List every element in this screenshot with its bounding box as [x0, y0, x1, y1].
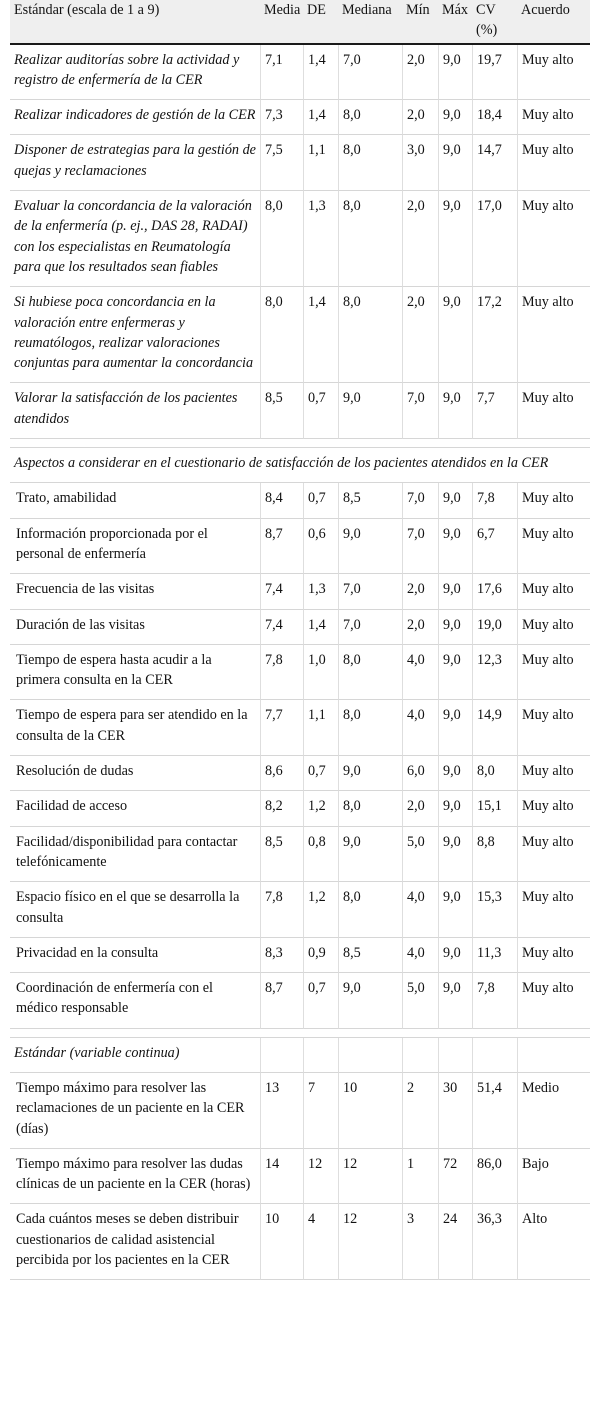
- cell-de: 0,9: [303, 938, 338, 973]
- cell-media: 7,4: [260, 574, 303, 609]
- cell-media: 8,3: [260, 938, 303, 973]
- cell-mediana: 8,0: [338, 191, 402, 287]
- cell-acuerdo: Muy alto: [517, 938, 590, 973]
- cell-cv: 19,0: [472, 610, 517, 645]
- row-label: Evaluar la concordancia de la valoración de la enfermería (p. ej., DAS 28, RADAI) con los especialistas en Reumatología para que los resultados sean fiables: [10, 191, 260, 287]
- cell-cv: 7,8: [472, 973, 517, 1029]
- row-label: Frecuencia de las visitas: [10, 574, 260, 609]
- cell-de: 0,7: [303, 383, 338, 439]
- row-label: Duración de las visitas: [10, 610, 260, 645]
- cell-de: 1,4: [303, 100, 338, 135]
- cell-acuerdo: Muy alto: [517, 827, 590, 883]
- cell-cv: 15,1: [472, 791, 517, 826]
- table-row: [10, 519, 590, 575]
- cell-media: 8,7: [260, 973, 303, 1029]
- header-cell: DE: [303, 0, 338, 45]
- cell-mediana: 8,0: [338, 100, 402, 135]
- cell-cv: 7,8: [472, 483, 517, 518]
- cell-max: 9,0: [438, 574, 472, 609]
- table-row: [10, 191, 590, 287]
- cell-media: 8,6: [260, 756, 303, 791]
- cell-min: 6,0: [402, 756, 438, 791]
- row-label: Si hubiese poca concordancia en la valoración entre enfermeras y reumatólogos, realizar valoraciones conjuntas para aumentar la concordancia: [10, 287, 260, 383]
- table-row: [10, 45, 590, 101]
- cell-de: 0,7: [303, 483, 338, 518]
- cell-acuerdo: Muy alto: [517, 574, 590, 609]
- cell-mediana: 9,0: [338, 827, 402, 883]
- cell-mediana: 9,0: [338, 756, 402, 791]
- cell-mediana: 12: [338, 1149, 402, 1205]
- cell-media: 7,4: [260, 610, 303, 645]
- table-row: [10, 574, 590, 609]
- cell-acuerdo: Muy alto: [517, 882, 590, 938]
- row-label: Realizar auditorías sobre la actividad y registro de enfermería de la CER: [10, 45, 260, 101]
- cell-mediana: 9,0: [338, 383, 402, 439]
- cell-cv: 12,3: [472, 645, 517, 701]
- cell-media: 7,3: [260, 100, 303, 135]
- table-header-row: [10, 0, 590, 45]
- row-label: Tiempo de espera hasta acudir a la primera consulta en la CER: [10, 645, 260, 701]
- cell-media: 8,2: [260, 791, 303, 826]
- cell-de: 1,4: [303, 610, 338, 645]
- cell-media: 8,7: [260, 519, 303, 575]
- header-cell: Máx: [438, 0, 472, 45]
- cell-cv: 8,0: [472, 756, 517, 791]
- cell-max: 9,0: [438, 973, 472, 1029]
- cell-cv: 19,7: [472, 45, 517, 101]
- cell-media: 7,8: [260, 882, 303, 938]
- table-row: [10, 483, 590, 518]
- cell-media: 7,5: [260, 135, 303, 191]
- cell-min: 4,0: [402, 645, 438, 701]
- cell-min: 1: [402, 1149, 438, 1205]
- cell-acuerdo: Muy alto: [517, 645, 590, 701]
- cell-cv: 17,2: [472, 287, 517, 383]
- row-label: Facilidad/disponibilidad para contactar telefónicamente: [10, 827, 260, 883]
- cell-max: 9,0: [438, 383, 472, 439]
- table-row: [10, 882, 590, 938]
- cell-cv: 18,4: [472, 100, 517, 135]
- cell-de: 1,3: [303, 574, 338, 609]
- spacer-row: [10, 1029, 590, 1038]
- cell-cv: 14,7: [472, 135, 517, 191]
- cell-acuerdo: Muy alto: [517, 135, 590, 191]
- cell-acuerdo: Muy alto: [517, 756, 590, 791]
- table-row: [10, 700, 590, 756]
- cell-mediana: 8,5: [338, 938, 402, 973]
- cell-mediana: 8,5: [338, 483, 402, 518]
- cell-media: 10: [260, 1204, 303, 1280]
- table-row: [10, 756, 590, 791]
- cell-cv: 17,6: [472, 574, 517, 609]
- cell-min: 4,0: [402, 882, 438, 938]
- cell-media: 8,4: [260, 483, 303, 518]
- cell-min: 7,0: [402, 483, 438, 518]
- cell-cv: 6,7: [472, 519, 517, 575]
- cell-mediana: 9,0: [338, 973, 402, 1029]
- cell-min: 2,0: [402, 191, 438, 287]
- cell-media: 8,5: [260, 383, 303, 439]
- cell-acuerdo: Muy alto: [517, 610, 590, 645]
- cell-de: 0,6: [303, 519, 338, 575]
- section-title: Aspectos a considerar en el cuestionario de satisfacción de los pacientes atendidos en la CER: [10, 448, 590, 483]
- cell-de: 0,7: [303, 756, 338, 791]
- cell-mediana: 7,0: [338, 610, 402, 645]
- section-header-continuous: [10, 1038, 590, 1073]
- cell-mediana: 8,0: [338, 700, 402, 756]
- cell-acuerdo: Muy alto: [517, 791, 590, 826]
- cell-media: 14: [260, 1149, 303, 1205]
- table-row: [10, 1073, 590, 1149]
- cell-de: 12: [303, 1149, 338, 1205]
- cell-acuerdo: Medio: [517, 1073, 590, 1149]
- row-label: Privacidad en la consulta: [10, 938, 260, 973]
- cell-min: 4,0: [402, 938, 438, 973]
- row-label: Disponer de estrategias para la gestión de quejas y reclamaciones: [10, 135, 260, 191]
- table-row: [10, 1204, 590, 1280]
- cell-min: 2,0: [402, 574, 438, 609]
- cell-mediana: 10: [338, 1073, 402, 1149]
- table-row: [10, 383, 590, 439]
- cell-media: 7,7: [260, 700, 303, 756]
- cell-acuerdo: Muy alto: [517, 973, 590, 1029]
- table-row: [10, 1149, 590, 1205]
- cell-acuerdo: Alto: [517, 1204, 590, 1280]
- cell-max: 9,0: [438, 938, 472, 973]
- cell-max: 9,0: [438, 610, 472, 645]
- cell-max: 24: [438, 1204, 472, 1280]
- cell-de: 1,4: [303, 287, 338, 383]
- cell-min: 2,0: [402, 100, 438, 135]
- cell-min: 2: [402, 1073, 438, 1149]
- cell-mediana: 8,0: [338, 882, 402, 938]
- cell-media: 7,8: [260, 645, 303, 701]
- cell-max: 9,0: [438, 882, 472, 938]
- cell-cv: 51,4: [472, 1073, 517, 1149]
- cell-de: 1,3: [303, 191, 338, 287]
- row-label: Tiempo máximo para resolver las dudas clínicas de un paciente en la CER (horas): [10, 1149, 260, 1205]
- cell-min: 2,0: [402, 45, 438, 101]
- row-label: Tiempo de espera para ser atendido en la consulta de la CER: [10, 700, 260, 756]
- cell-acuerdo: Muy alto: [517, 100, 590, 135]
- header-cell: Media: [260, 0, 303, 45]
- cell-max: 9,0: [438, 483, 472, 518]
- cell-cv: 8,8: [472, 827, 517, 883]
- cell-mediana: 8,0: [338, 135, 402, 191]
- cell-max: 72: [438, 1149, 472, 1205]
- cell-acuerdo: Muy alto: [517, 519, 590, 575]
- cell-cv: 7,7: [472, 383, 517, 439]
- cell-mediana: 7,0: [338, 45, 402, 101]
- cell-mediana: 8,0: [338, 287, 402, 383]
- table-row: [10, 973, 590, 1029]
- cell-acuerdo: Muy alto: [517, 383, 590, 439]
- cell-de: 7: [303, 1073, 338, 1149]
- cell-cv: 14,9: [472, 700, 517, 756]
- cell-de: 1,1: [303, 700, 338, 756]
- cell-min: 3: [402, 1204, 438, 1280]
- cell-media: 13: [260, 1073, 303, 1149]
- row-label: Valorar la satisfacción de los pacientes atendidos: [10, 383, 260, 439]
- header-cell: Mín: [402, 0, 438, 45]
- cell-min: 2,0: [402, 287, 438, 383]
- cell-acuerdo: Muy alto: [517, 483, 590, 518]
- row-label: Coordinación de enfermería con el médico responsable: [10, 973, 260, 1029]
- cell-acuerdo: Bajo: [517, 1149, 590, 1205]
- cell-media: 8,0: [260, 191, 303, 287]
- cell-min: 2,0: [402, 610, 438, 645]
- section-title: Estándar (variable continua): [10, 1038, 260, 1073]
- cell-media: 8,0: [260, 287, 303, 383]
- table-row: [10, 135, 590, 191]
- cell-min: 2,0: [402, 791, 438, 826]
- cell-media: 8,5: [260, 827, 303, 883]
- cell-mediana: 9,0: [338, 519, 402, 575]
- cell-acuerdo: Muy alto: [517, 191, 590, 287]
- row-label: Trato, amabilidad: [10, 483, 260, 518]
- row-label: Espacio físico en el que se desarrolla la consulta: [10, 882, 260, 938]
- cell-de: 1,1: [303, 135, 338, 191]
- cell-cv: 17,0: [472, 191, 517, 287]
- header-cell: Estándar (escala de 1 a 9): [10, 0, 260, 45]
- cell-max: 9,0: [438, 100, 472, 135]
- cell-mediana: 7,0: [338, 574, 402, 609]
- row-label: Información proporcionada por el personal de enfermería: [10, 519, 260, 575]
- standards-table: [10, 0, 590, 1280]
- header-cell: Mediana: [338, 0, 402, 45]
- row-label: Realizar indicadores de gestión de la CER: [10, 100, 260, 135]
- cell-min: 3,0: [402, 135, 438, 191]
- table-row: [10, 100, 590, 135]
- cell-de: 1,4: [303, 45, 338, 101]
- cell-acuerdo: Muy alto: [517, 287, 590, 383]
- table-row: [10, 645, 590, 701]
- cell-media: 7,1: [260, 45, 303, 101]
- table-row: [10, 287, 590, 383]
- cell-min: 5,0: [402, 827, 438, 883]
- cell-cv: 86,0: [472, 1149, 517, 1205]
- cell-mediana: 8,0: [338, 791, 402, 826]
- cell-de: 4: [303, 1204, 338, 1280]
- cell-max: 9,0: [438, 45, 472, 101]
- cell-min: 4,0: [402, 700, 438, 756]
- row-label: Resolución de dudas: [10, 756, 260, 791]
- cell-de: 1,2: [303, 791, 338, 826]
- cell-de: 0,8: [303, 827, 338, 883]
- cell-acuerdo: Muy alto: [517, 45, 590, 101]
- cell-max: 9,0: [438, 287, 472, 383]
- cell-max: 9,0: [438, 519, 472, 575]
- cell-cv: 15,3: [472, 882, 517, 938]
- cell-max: 9,0: [438, 827, 472, 883]
- cell-cv: 11,3: [472, 938, 517, 973]
- row-label: Cada cuántos meses se deben distribuir cuestionarios de calidad asistencial percibida por los pacientes en la CER: [10, 1204, 260, 1280]
- cell-min: 7,0: [402, 383, 438, 439]
- cell-max: 9,0: [438, 700, 472, 756]
- cell-max: 9,0: [438, 645, 472, 701]
- cell-de: 1,2: [303, 882, 338, 938]
- header-cell: CV (%): [472, 0, 517, 45]
- section-header-satisfaction: [10, 448, 590, 483]
- cell-min: 7,0: [402, 519, 438, 575]
- cell-mediana: 12: [338, 1204, 402, 1280]
- cell-max: 9,0: [438, 756, 472, 791]
- row-label: Tiempo máximo para resolver las reclamaciones de un paciente en la CER (días): [10, 1073, 260, 1149]
- table-row: [10, 791, 590, 826]
- row-label: Facilidad de acceso: [10, 791, 260, 826]
- cell-min: 5,0: [402, 973, 438, 1029]
- cell-max: 9,0: [438, 191, 472, 287]
- spacer-row: [10, 439, 590, 448]
- cell-de: 1,0: [303, 645, 338, 701]
- cell-cv: 36,3: [472, 1204, 517, 1280]
- cell-de: 0,7: [303, 973, 338, 1029]
- cell-mediana: 8,0: [338, 645, 402, 701]
- header-cell: Acuerdo: [517, 0, 590, 45]
- cell-max: 30: [438, 1073, 472, 1149]
- table-row: [10, 827, 590, 883]
- cell-max: 9,0: [438, 791, 472, 826]
- table-row: [10, 610, 590, 645]
- cell-max: 9,0: [438, 135, 472, 191]
- cell-acuerdo: Muy alto: [517, 700, 590, 756]
- table-row: [10, 938, 590, 973]
